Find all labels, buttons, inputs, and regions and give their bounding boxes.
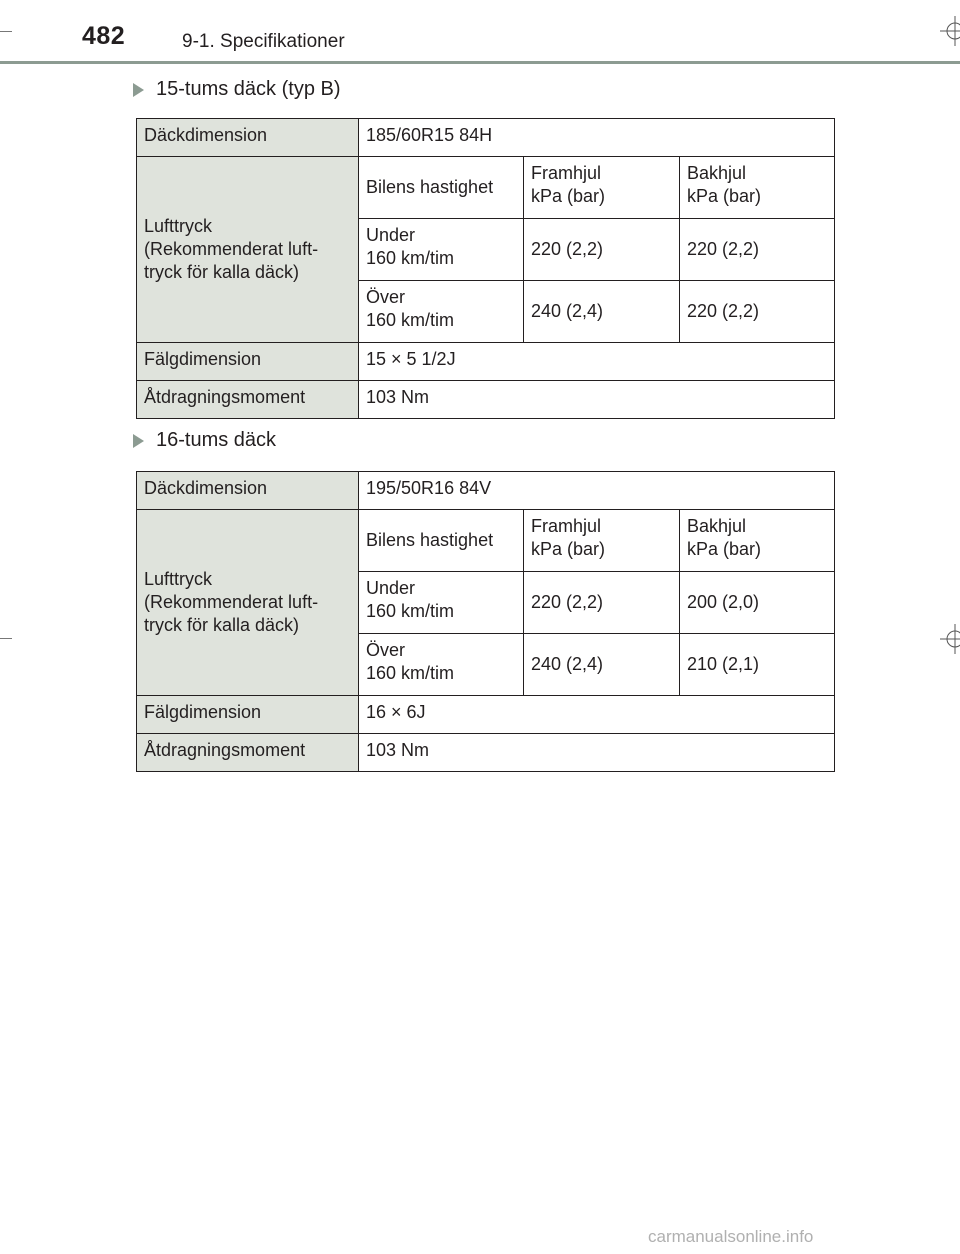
speed-header: Bilens hastighet bbox=[359, 510, 524, 572]
page-number: 482 bbox=[82, 22, 126, 50]
crop-mark bbox=[0, 31, 12, 32]
tire-spec-table-15-inch bbox=[136, 118, 835, 419]
front-pressure-cell: 240 (2,4) bbox=[524, 281, 680, 343]
speed-cell: Under 160 km/tim bbox=[359, 219, 524, 281]
table-row bbox=[137, 696, 835, 734]
speed-cell: Över 160 km/tim bbox=[359, 281, 524, 343]
subheading-text: 15-tums däck (typ B) bbox=[156, 78, 341, 100]
triangle-bullet-icon bbox=[133, 434, 144, 448]
rear-wheel-header: Bakhjul kPa (bar) bbox=[680, 510, 835, 572]
rear-pressure-cell: 210 (2,1) bbox=[680, 634, 835, 696]
tire-spec-table-16-inch bbox=[136, 471, 835, 772]
front-pressure-cell: 220 (2,2) bbox=[524, 572, 680, 634]
tire-size-label: Däckdimension bbox=[137, 119, 359, 157]
front-pressure-cell: 240 (2,4) bbox=[524, 634, 680, 696]
torque-label: Åtdragningsmoment bbox=[137, 381, 359, 419]
registration-mark-icon bbox=[940, 16, 960, 46]
table-row bbox=[137, 510, 835, 572]
rim-size-label: Fälgdimension bbox=[137, 696, 359, 734]
subheading-16-inch bbox=[133, 429, 276, 452]
pressure-label: Lufttryck (Rekommenderat luft- tryck för kalla däck) bbox=[137, 510, 359, 696]
pressure-label: Lufttryck (Rekommenderat luft- tryck för kalla däck) bbox=[137, 157, 359, 343]
front-wheel-header: Framhjul kPa (bar) bbox=[524, 157, 680, 219]
speed-cell: Under 160 km/tim bbox=[359, 572, 524, 634]
table-row bbox=[137, 343, 835, 381]
section-title: 9-1. Specifikationer bbox=[182, 31, 345, 52]
rear-pressure-cell: 200 (2,0) bbox=[680, 572, 835, 634]
table-row bbox=[137, 157, 835, 219]
watermark: carmanualsonline.info bbox=[648, 1227, 814, 1246]
triangle-bullet-icon bbox=[133, 83, 144, 97]
rear-wheel-header: Bakhjul kPa (bar) bbox=[680, 157, 835, 219]
table-row bbox=[137, 734, 835, 772]
subheading-text: 16-tums däck bbox=[156, 429, 277, 451]
speed-cell: Över 160 km/tim bbox=[359, 634, 524, 696]
table-row bbox=[137, 381, 835, 419]
registration-mark-icon bbox=[940, 624, 960, 654]
front-wheel-header: Framhjul kPa (bar) bbox=[524, 510, 680, 572]
subheading-15-inch bbox=[133, 78, 341, 101]
torque-value: 103 Nm bbox=[359, 381, 835, 419]
speed-header: Bilens hastighet bbox=[359, 157, 524, 219]
crop-mark bbox=[0, 638, 12, 639]
header-divider bbox=[0, 61, 960, 64]
rim-size-value: 16 × 6J bbox=[359, 696, 835, 734]
tire-size-value: 185/60R15 84H bbox=[359, 119, 835, 157]
rim-size-value: 15 × 5 1/2J bbox=[359, 343, 835, 381]
rear-pressure-cell: 220 (2,2) bbox=[680, 281, 835, 343]
rear-pressure-cell: 220 (2,2) bbox=[680, 219, 835, 281]
torque-value: 103 Nm bbox=[359, 734, 835, 772]
tire-size-label: Däckdimension bbox=[137, 472, 359, 510]
torque-label: Åtdragningsmoment bbox=[137, 734, 359, 772]
rim-size-label: Fälgdimension bbox=[137, 343, 359, 381]
table-row bbox=[137, 119, 835, 157]
front-pressure-cell: 220 (2,2) bbox=[524, 219, 680, 281]
table-row bbox=[137, 472, 835, 510]
tire-size-value: 195/50R16 84V bbox=[359, 472, 835, 510]
